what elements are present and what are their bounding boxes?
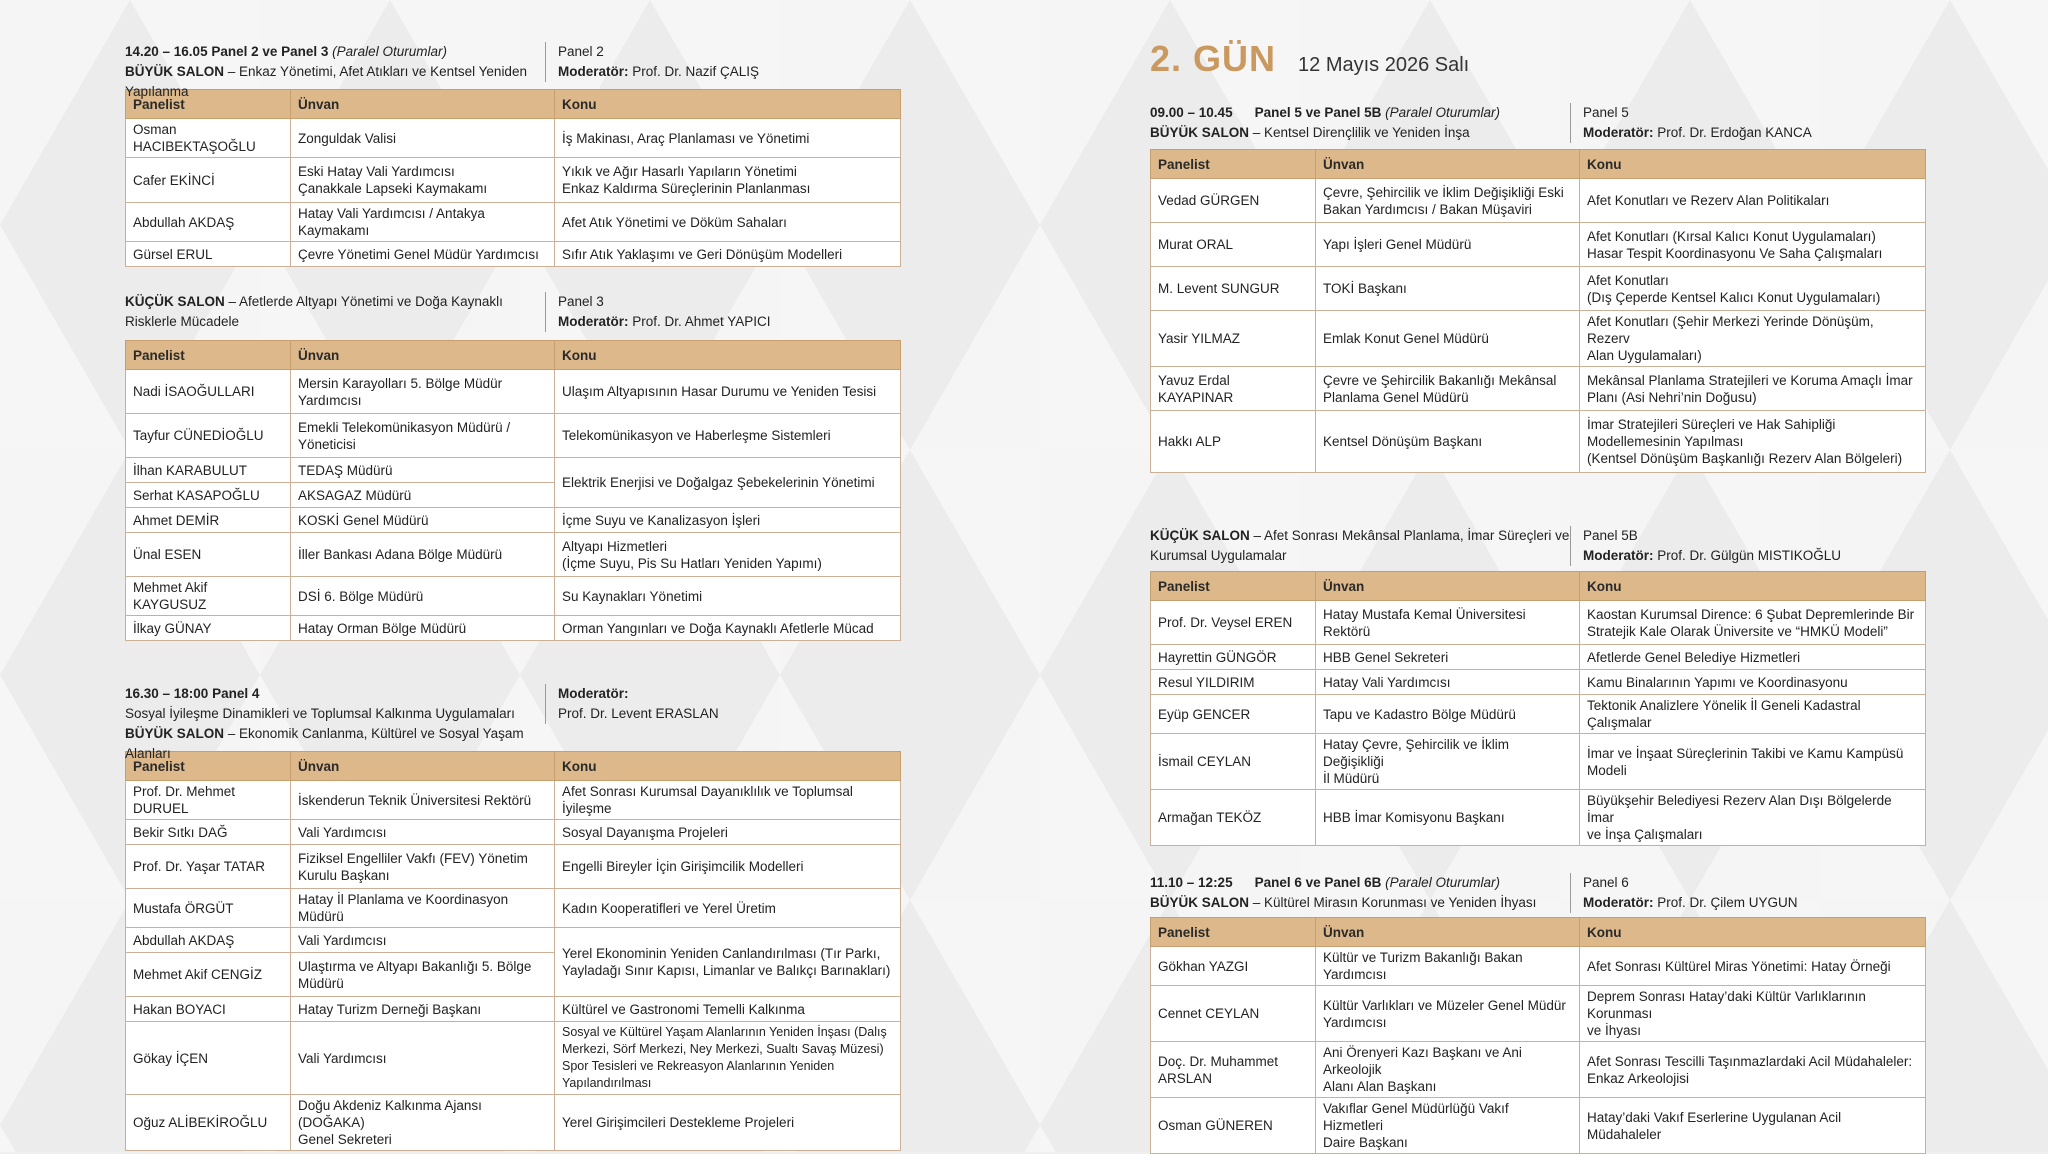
table-row [1151, 1042, 1926, 1098]
panelist-name: Prof. Dr. Mehmet DURUEL [126, 781, 291, 820]
header-title: Ünvan [1316, 918, 1580, 947]
session-topic: – Afet Sonrası Mekânsal Planlama, İmar Süreçleri ve [1249, 528, 1570, 543]
salon-name: BÜYÜK SALON [125, 726, 225, 741]
header-title: Ünvan [291, 90, 555, 119]
header-title: Ünvan [291, 341, 555, 370]
panelist-name: Yavuz Erdal KAYAPINAR [1151, 367, 1316, 411]
panelist-name: Hakkı ALP [1151, 411, 1316, 473]
panelist-title: TOKİ Başkanı [1316, 267, 1580, 311]
panel-topic: Sosyal Dayanışma Projeleri [555, 820, 901, 845]
header-panelist: Panelist [1151, 572, 1316, 601]
panelist-name: Eyüp GENCER [1151, 695, 1316, 734]
table-row [1151, 1098, 1926, 1154]
panelist-title: İskenderun Teknik Üniversitesi Rektörü [291, 781, 555, 820]
session-header [125, 42, 900, 99]
table-row [1151, 311, 1926, 367]
panelist-title: Vali Yardımcısı [291, 928, 555, 953]
session-panel-3 [125, 292, 900, 641]
panel-topic: Afetlerde Genel Belediye Hizmetleri [1580, 645, 1926, 670]
table-row [126, 203, 901, 242]
header-panelist: Panelist [1151, 918, 1316, 947]
panel-topic: Yerel Girişimcileri Destekleme Projeleri [555, 1095, 901, 1151]
panelist-title: Hatay Çevre, Şehircilik ve İklim Değişikliği İl Müdürü [1316, 734, 1580, 790]
session-time: 14.20 – 16.05 Panel 2 ve Panel 3 [125, 44, 329, 59]
panel-name: Panel 5B [1583, 528, 1638, 543]
session-header [125, 292, 900, 332]
table-row [1151, 695, 1926, 734]
table-row [1151, 601, 1926, 645]
panelist-title: Zonguldak Valisi [291, 119, 555, 158]
panelist-name: Armağan TEKÖZ [1151, 790, 1316, 846]
panelist-name: Cafer EKİNCİ [126, 158, 291, 203]
panelist-title: Eski Hatay Vali Yardımcısı Çanakkale Lapseki Kaymakamı [291, 158, 555, 203]
table-row [126, 533, 901, 577]
header-panelist: Panelist [1151, 150, 1316, 179]
panelist-title: HBB İmar Komisyonu Başkanı [1316, 790, 1580, 846]
panel-name: Panel 6 [1583, 875, 1629, 890]
panel-topic: Afet Konutları (Dış Çeperde Kentsel Kalıcı Konut Uygulamaları) [1580, 267, 1926, 311]
panelist-name: Abdullah AKDAŞ [126, 928, 291, 953]
table-row [126, 928, 901, 953]
panelist-name: Osman GÜNEREN [1151, 1098, 1316, 1154]
panelist-name: Tayfur CÜNEDİOĞLU [126, 414, 291, 458]
panelist-name: Ünal ESEN [126, 533, 291, 577]
panelist-name: Nadi İSAOĞULLARI [126, 370, 291, 414]
session-theme: Sosyal İyileşme Dinamikleri ve Toplumsal Kalkınma Uygulamaları [125, 706, 515, 721]
panelist-name: Abdullah AKDAŞ [126, 203, 291, 242]
panel-topic: Ulaşım Altyapısının Hasar Durumu ve Yeniden Tesisi [555, 370, 901, 414]
panelist-title: Mersin Karayolları 5. Bölge Müdür Yardımcısı [291, 370, 555, 414]
panel-topic: Mekânsal Planlama Stratejileri ve Koruma Amaçlı İmar Planı (Asi Nehri’nin Doğusu) [1580, 367, 1926, 411]
panelist-table [1150, 149, 1926, 473]
panelist-name: Mehmet Akif KAYGUSUZ [126, 577, 291, 616]
moderator-label: Moderatör: [558, 314, 629, 329]
panel-topic: Kamu Binalarının Yapımı ve Koordinasyonu [1580, 670, 1926, 695]
panelist-title: Hatay Mustafa Kemal Üniversitesi Rektörü [1316, 601, 1580, 645]
header-topic: Konu [1580, 150, 1926, 179]
table-row [1151, 986, 1926, 1042]
table-row [1151, 367, 1926, 411]
panelist-name: Prof. Dr. Yaşar TATAR [126, 845, 291, 889]
table-row [126, 119, 901, 158]
panelist-title: TEDAŞ Müdürü [291, 458, 555, 483]
session-panel-5b [1150, 526, 1925, 846]
panelist-title: Ulaştırma ve Altyapı Bakanlığı 5. Bölge Müdürü [291, 953, 555, 997]
panelist-name: M. Levent SUNGUR [1151, 267, 1316, 311]
moderator-name: Prof. Dr. Levent ERASLAN [558, 706, 719, 721]
session-note: (Paralel Oturumlar) [1385, 875, 1500, 890]
panel-topic: Afet Konutları (Şehir Merkezi Yerinde Dönüşüm, Rezerv Alan Uygulamaları) [1580, 311, 1926, 367]
panel-topic: Afet Konutları (Kırsal Kalıcı Konut Uygulamaları) Hasar Tespit Koordinasyonu Ve Saha Çalışmaları [1580, 223, 1926, 267]
session-topic-cont: Risklerle Mücadele [125, 314, 240, 329]
panel-topic: Yıkık ve Ağır Hasarlı Yapıların Yönetimi Enkaz Kaldırma Süreçlerinin Planlanması [555, 158, 901, 203]
panelist-table [1150, 571, 1926, 846]
table-row [126, 820, 901, 845]
panelist-name: Hayrettin GÜNGÖR [1151, 645, 1316, 670]
salon-name: BÜYÜK SALON [1150, 895, 1250, 910]
panelist-name: İlhan KARABULUT [126, 458, 291, 483]
panelist-title: Hatay Vali Yardımcısı [1316, 670, 1580, 695]
panel-topic: Yerel Ekonominin Yeniden Canlandırılması (Tır Parkı, Yayladağı Sınır Kapısı, Limanlar ve Balıkçı Barınakları) [555, 928, 901, 997]
moderator-name: Prof. Dr. Ahmet YAPICI [628, 314, 771, 329]
panelist-title: KOSKİ Genel Müdürü [291, 508, 555, 533]
panel-topic: Hatay’daki Vakıf Eserlerine Uygulanan Acil Müdahaleler [1580, 1098, 1926, 1154]
panelist-title: Vali Yardımcısı [291, 820, 555, 845]
header-topic: Konu [555, 90, 901, 119]
panelist-title: Kültür ve Turizm Bakanlığı Bakan Yardımcısı [1316, 947, 1580, 986]
table-row [126, 845, 901, 889]
moderator-name: Prof. Dr. Erdoğan KANCA [1653, 125, 1812, 140]
panelist-title: Hatay Turizm Derneği Başkanı [291, 997, 555, 1022]
moderator-label: Moderatör: [1583, 548, 1654, 563]
panelist-title: Yapı İşleri Genel Müdürü [1316, 223, 1580, 267]
panel-topic: Kadın Kooperatifleri ve Yerel Üretim [555, 889, 901, 928]
header-topic: Konu [1580, 918, 1926, 947]
panelist-name: Oğuz ALİBEKİROĞLU [126, 1095, 291, 1151]
session-header [125, 684, 900, 761]
salon-name: BÜYÜK SALON [125, 64, 225, 79]
moderator-label: Moderatör: [558, 686, 629, 701]
salon-name: KÜÇÜK SALON [1150, 528, 1250, 543]
panel-topic: Kültürel ve Gastronomi Temelli Kalkınma [555, 997, 901, 1022]
panelist-title: Emlak Konut Genel Müdürü [1316, 311, 1580, 367]
session-topic: – Afetlerde Altyapı Yönetimi ve Doğa Kaynaklı [224, 294, 503, 309]
panel-topic: İş Makinası, Araç Planlaması ve Yönetimi [555, 119, 901, 158]
table-row [1151, 645, 1926, 670]
moderator-label: Moderatör: [1583, 895, 1654, 910]
header-topic: Konu [1580, 572, 1926, 601]
session-panels: Panel 6 ve Panel 6B [1254, 875, 1382, 890]
session-note: (Paralel Oturumlar) [332, 44, 447, 59]
panelist-name: Vedad GÜRGEN [1151, 179, 1316, 223]
panel-topic: İmar Stratejileri Süreçleri ve Hak Sahipliği Modellemesinin Yapılması (Kentsel Dönüşüm Başkanlığı Rezerv Alan Bölgeleri) [1580, 411, 1926, 473]
table-row [126, 1095, 901, 1151]
table-row [126, 889, 901, 928]
header-title: Ünvan [1316, 150, 1580, 179]
panelist-table [125, 751, 901, 1151]
panelist-name: İlkay GÜNAY [126, 616, 291, 641]
table-row [126, 158, 901, 203]
table-row [126, 242, 901, 267]
panel-topic: Afet Sonrası Kurumsal Dayanıklılık ve Toplumsal İyileşme [555, 781, 901, 820]
table-row [126, 781, 901, 820]
moderator-name: Prof. Dr. Çilem UYGUN [1653, 895, 1798, 910]
panelist-name: Hakan BOYACI [126, 997, 291, 1022]
panel-name: Panel 5 [1583, 105, 1629, 120]
header-topic: Konu [555, 752, 901, 781]
session-header [1150, 526, 1925, 566]
table-row [1151, 267, 1926, 311]
session-panel-2-3 [125, 42, 900, 267]
panelist-name: Resul YILDIRIM [1151, 670, 1316, 695]
panel-topic: Afet Sonrası Tescilli Taşınmazlardaki Acil Müdahaleler: Enkaz Arkeolojisi [1580, 1042, 1926, 1098]
session-header [1150, 103, 1925, 143]
panelist-title: Hatay İl Planlama ve Koordinasyon Müdürü [291, 889, 555, 928]
header-topic: Konu [555, 341, 901, 370]
header-title: Ünvan [1316, 572, 1580, 601]
panel-topic: İmar ve İnşaat Süreçlerinin Takibi ve Kamu Kampüsü Modeli [1580, 734, 1926, 790]
panel-topic: Büyükşehir Belediyesi Rezerv Alan Dışı Bölgelerde İmar ve İnşa Çalışmaları [1580, 790, 1926, 846]
session-topic: – Kültürel Mirasın Korunması ve Yeniden İhyası [1249, 895, 1537, 910]
moderator-name: Prof. Dr. Nazif ÇALIŞ [628, 64, 760, 79]
panelist-name: Gökay İÇEN [126, 1022, 291, 1095]
panelist-title: HBB Genel Sekreteri [1316, 645, 1580, 670]
panelist-title: Çevre Yönetimi Genel Müdür Yardımcısı [291, 242, 555, 267]
table-row [1151, 734, 1926, 790]
table-row [126, 370, 901, 414]
session-topic: – Enkaz Yönetimi, Afet Atıkları ve Kentsel Yeniden Yapılanma [125, 64, 527, 99]
table-row [126, 997, 901, 1022]
panel-topic: Su Kaynakları Yönetimi [555, 577, 901, 616]
session-time: 16.30 – 18:00 Panel 4 [125, 686, 260, 701]
session-time: 09.00 – 10.45 [1150, 105, 1233, 120]
panel-topic: Deprem Sonrası Hatay’daki Kültür Varlıklarının Korunması ve İhyası [1580, 986, 1926, 1042]
panel-topic: Kaostan Kurumsal Dirence: 6 Şubat Depremlerinde Bir Stratejik Kale Olarak Üniversite ve “HMKÜ Modeli” [1580, 601, 1926, 645]
panel-topic: Altyapı Hizmetleri (İçme Suyu, Pis Su Hatları Yeniden Yapımı) [555, 533, 901, 577]
table-row [1151, 411, 1926, 473]
panelist-title: Tapu ve Kadastro Bölge Müdürü [1316, 695, 1580, 734]
panelist-title: Çevre ve Şehircilik Bakanlığı Mekânsal Planlama Genel Müdürü [1316, 367, 1580, 411]
panel-topic: Afet Konutları ve Rezerv Alan Politikaları [1580, 179, 1926, 223]
panel-topic: Sıfır Atık Yaklaşımı ve Geri Dönüşüm Modelleri [555, 242, 901, 267]
session-panel-6 [1150, 873, 1925, 1154]
panelist-table [1150, 917, 1926, 1154]
panelist-title: Ani Örenyeri Kazı Başkanı ve Ani Arkeolojik Alanı Alan Başkanı [1316, 1042, 1580, 1098]
panelist-title: İller Bankası Adana Bölge Müdürü [291, 533, 555, 577]
table-row [126, 577, 901, 616]
panelist-title: Kentsel Dönüşüm Başkanı [1316, 411, 1580, 473]
panelist-title: Hatay Vali Yardımcısı / Antakya Kaymakamı [291, 203, 555, 242]
table-row [1151, 223, 1926, 267]
panelist-title: Çevre, Şehircilik ve İklim Değişikliği Eski Bakan Yardımcısı / Bakan Müşaviri [1316, 179, 1580, 223]
panelist-name: Murat ORAL [1151, 223, 1316, 267]
panelist-title: Hatay Orman Bölge Müdürü [291, 616, 555, 641]
session-panel-4 [125, 684, 900, 1151]
header-title: Ünvan [291, 752, 555, 781]
panelist-name: Prof. Dr. Veysel EREN [1151, 601, 1316, 645]
panel-topic: Elektrik Enerjisi ve Doğalgaz Şebekelerinin Yönetimi [555, 458, 901, 508]
panelist-title: Vakıflar Genel Müdürlüğü Vakıf Hizmetleri Daire Başkanı [1316, 1098, 1580, 1154]
panelist-title: AKSAGAZ Müdürü [291, 483, 555, 508]
session-time: 11.10 – 12:25 [1150, 875, 1233, 890]
panelist-name: Gürsel ERUL [126, 242, 291, 267]
panel-topic: Engelli Bireyler İçin Girişimcilik Modelleri [555, 845, 901, 889]
panelist-title: Doğu Akdeniz Kalkınma Ajansı (DOĞAKA) Genel Sekreteri [291, 1095, 555, 1151]
table-row [1151, 790, 1926, 846]
table-row [1151, 670, 1926, 695]
panel-topic: Sosyal ve Kültürel Yaşam Alanlarının Yeniden İnşası (Dalış Merkezi, Sörf Merkezi, Ney Merkezi, Sualtı Savaş Müzesi) Spor Tesisleri ve Rekreasyon Alanlarının Yeniden Yapılandırılması [555, 1022, 901, 1095]
panelist-name: Mustafa ÖRGÜT [126, 889, 291, 928]
panelist-table [125, 340, 901, 641]
day-date: 12 Mayıs 2026 Salı [1298, 54, 1470, 76]
table-row [126, 616, 901, 641]
table-row [126, 458, 901, 483]
moderator-name: Prof. Dr. Gülgün MISTIKOĞLU [1653, 548, 1842, 563]
panelist-title: Vali Yardımcısı [291, 1022, 555, 1095]
day-number: 2. GÜN [1150, 38, 1277, 79]
panel-name: Panel 3 [558, 294, 604, 309]
panelist-name: Doç. Dr. Muhammet ARSLAN [1151, 1042, 1316, 1098]
header-panelist: Panelist [126, 341, 291, 370]
salon-name: BÜYÜK SALON [1150, 125, 1250, 140]
panelist-name: Ahmet DEMİR [126, 508, 291, 533]
panelist-name: Yasir YILMAZ [1151, 311, 1316, 367]
panel-topic: Afet Atık Yönetimi ve Döküm Sahaları [555, 203, 901, 242]
table-row [126, 414, 901, 458]
table-row [1151, 947, 1926, 986]
moderator-label: Moderatör: [558, 64, 629, 79]
session-header [1150, 873, 1925, 913]
panel-topic: İçme Suyu ve Kanalizasyon İşleri [555, 508, 901, 533]
session-topic: – Kentsel Dirençlilik ve Yeniden İnşa [1249, 125, 1470, 140]
panelist-title: Emekli Telekomünikasyon Müdürü / Yöneticisi [291, 414, 555, 458]
panel-topic: Orman Yangınları ve Doğa Kaynaklı Afetlerle Mücad [555, 616, 901, 641]
panelist-name: Gökhan YAZGI [1151, 947, 1316, 986]
panelist-title: Fiziksel Engelliler Vakfı (FEV) Yönetim Kurulu Başkanı [291, 845, 555, 889]
header-panelist: Panelist [126, 90, 291, 119]
day-heading [1150, 38, 1469, 88]
table-row [1151, 179, 1926, 223]
session-topic: – Ekonomik Canlanma, Kültürel ve Sosyal Yaşam Alanları [125, 726, 524, 761]
panel-topic: Tektonik Analizlere Yönelik İl Geneli Kadastral Çalışmalar [1580, 695, 1926, 734]
panelist-title: Kültür Varlıkları ve Müzeler Genel Müdür Yardımcısı [1316, 986, 1580, 1042]
panelist-name: Cennet CEYLAN [1151, 986, 1316, 1042]
header-panelist: Panelist [126, 752, 291, 781]
salon-name: KÜÇÜK SALON [125, 294, 225, 309]
panelist-name: Mehmet Akif CENGİZ [126, 953, 291, 997]
panelist-name: Serhat KASAPOĞLU [126, 483, 291, 508]
session-topic-cont: Kurumsal Uygulamalar [1150, 548, 1287, 563]
panelist-name: İsmail CEYLAN [1151, 734, 1316, 790]
panelist-table [125, 89, 901, 267]
panelist-title: DSİ 6. Bölge Müdürü [291, 577, 555, 616]
panel-topic: Telekomünikasyon ve Haberleşme Sistemleri [555, 414, 901, 458]
moderator-label: Moderatör: [1583, 125, 1654, 140]
table-row [126, 1022, 901, 1095]
panelist-name: Bekir Sıtkı DAĞ [126, 820, 291, 845]
panelist-name: Osman HACIBEKTAŞOĞLU [126, 119, 291, 158]
panel-name: Panel 2 [558, 44, 604, 59]
table-row [126, 508, 901, 533]
panel-topic: Afet Sonrası Kültürel Miras Yönetimi: Hatay Örneği [1580, 947, 1926, 986]
session-panel-5 [1150, 103, 1925, 473]
session-note: (Paralel Oturumlar) [1385, 105, 1500, 120]
session-panels: Panel 5 ve Panel 5B [1254, 105, 1382, 120]
